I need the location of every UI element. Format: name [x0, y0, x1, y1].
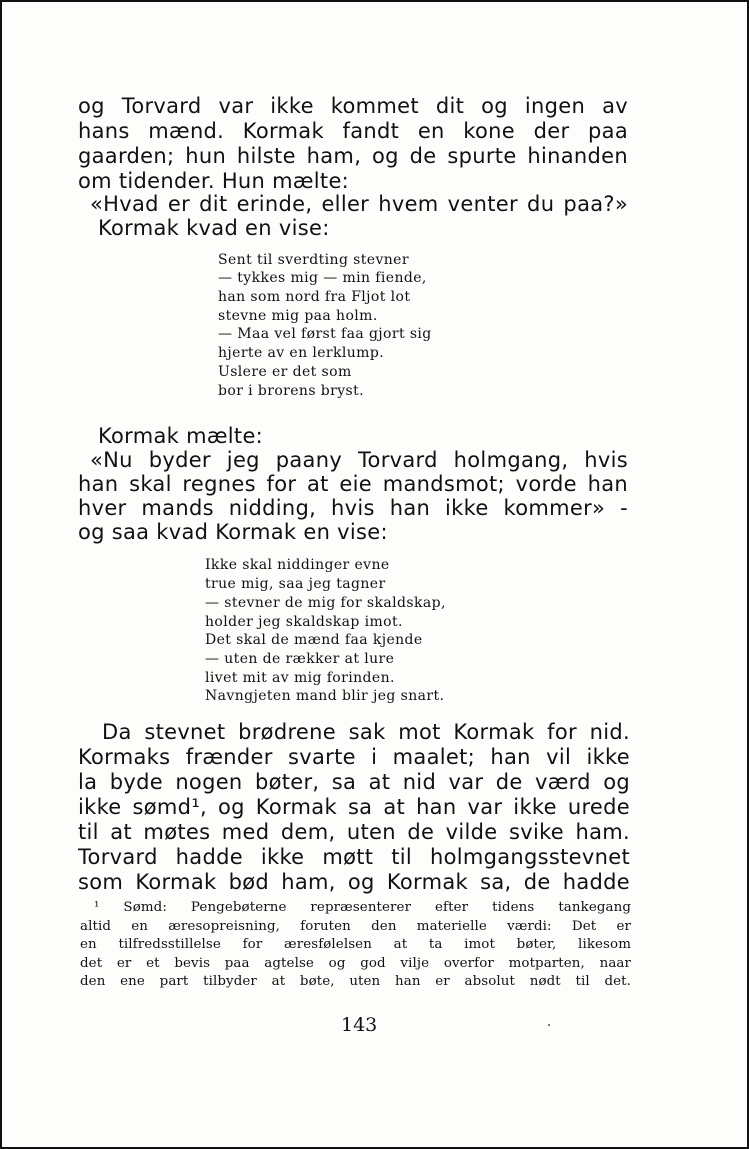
text-line: hans mænd. Kormak fandt en kone der paa — [78, 119, 628, 143]
verse-line: Ikke skal niddinger evne — [205, 557, 390, 573]
text-line: om tidender. Hun mælte: — [78, 169, 350, 193]
verse-line: — Maa vel først faa gjort sig — [218, 326, 432, 342]
footnote-line: altid en æresopreisning, foruten den materielle værdi: Det er — [80, 919, 631, 934]
text-line: «Hvad er dit erinde, eller hvem venter du paa?» — [90, 192, 628, 216]
text-line: Kormak mælte: — [98, 424, 264, 448]
text-line: til at møtes med dem, uten de vilde svike ham. — [78, 820, 630, 844]
text-line: la byde nogen bøter, sa at nid var de værd og — [78, 770, 630, 794]
page-number: 143 — [341, 1014, 378, 1036]
verse-line: han som nord fra Fljot lot — [218, 289, 411, 305]
text-line: hver mands nidding, hvis han ikke kommer» - — [78, 496, 628, 520]
text-line: Da stevnet brødrene sak mot Kormak for nid. — [102, 720, 630, 744]
verse-line: Det skal de mænd faa kjende — [205, 632, 423, 648]
text-line: som Kormak bød ham, og Kormak sa, de hadde — [78, 870, 630, 894]
text-line: og Torvard var ikke kommet dit og ingen av — [78, 94, 628, 118]
verse-line: hjerte av en lerklump. — [218, 345, 385, 361]
footnote-line: ¹ Sømd: Pengebøterne repræsenterer efter tidens tankegang — [94, 900, 631, 915]
footnote-line: det er et bevis paa agtelse og god vilje overfor motparten, naar — [80, 956, 631, 971]
verse-line: stevne mig paa holm. — [218, 308, 378, 324]
verse-line: — stevner de mig for skaldskap, — [205, 595, 446, 611]
text-line: gaarden; hun hilste ham, og de spurte hinanden — [78, 144, 628, 168]
verse-line: bor i brorens bryst. — [218, 383, 364, 399]
footnote-line: en tilfredsstillelse for æresfølelsen at ta imot bøter, likesom — [80, 937, 631, 952]
text-line: og saa kvad Kormak en vise: — [78, 520, 388, 544]
text-line: han skal regnes for at eie mandsmot; vorde han — [78, 472, 628, 496]
speck-mark — [548, 1024, 550, 1026]
verse-line: — uten de rækker at lure — [205, 651, 395, 667]
text-line: Torvard hadde ikke møtt til holmgangsstevnet — [78, 845, 630, 869]
verse-line: livet mit av mig forinden. — [205, 670, 395, 686]
text-line: ikke sømd¹, og Kormak sa at han var ikke urede — [78, 795, 630, 819]
footnote-line: den ene part tilbyder at bøte, uten han er absolut nødt til det. — [80, 974, 631, 989]
verse-line: — tykkes mig — min fiende, — [218, 270, 427, 286]
text-line: «Nu byder jeg paany Torvard holmgang, hvis — [90, 448, 628, 472]
verse-line: holder jeg skaldskap imot. — [205, 614, 403, 630]
verse-line: Sent til sverdting stevner — [218, 252, 409, 268]
verse-line: Navngjeten mand blir jeg snart. — [205, 688, 445, 704]
verse-line: Uslere er det som — [218, 364, 352, 380]
text-line: Kormaks frænder svarte i maalet; han vil ikke — [78, 745, 630, 769]
text-line: Kormak kvad en vise: — [98, 216, 330, 240]
verse-line: true mig, saa jeg tagner — [205, 576, 386, 592]
